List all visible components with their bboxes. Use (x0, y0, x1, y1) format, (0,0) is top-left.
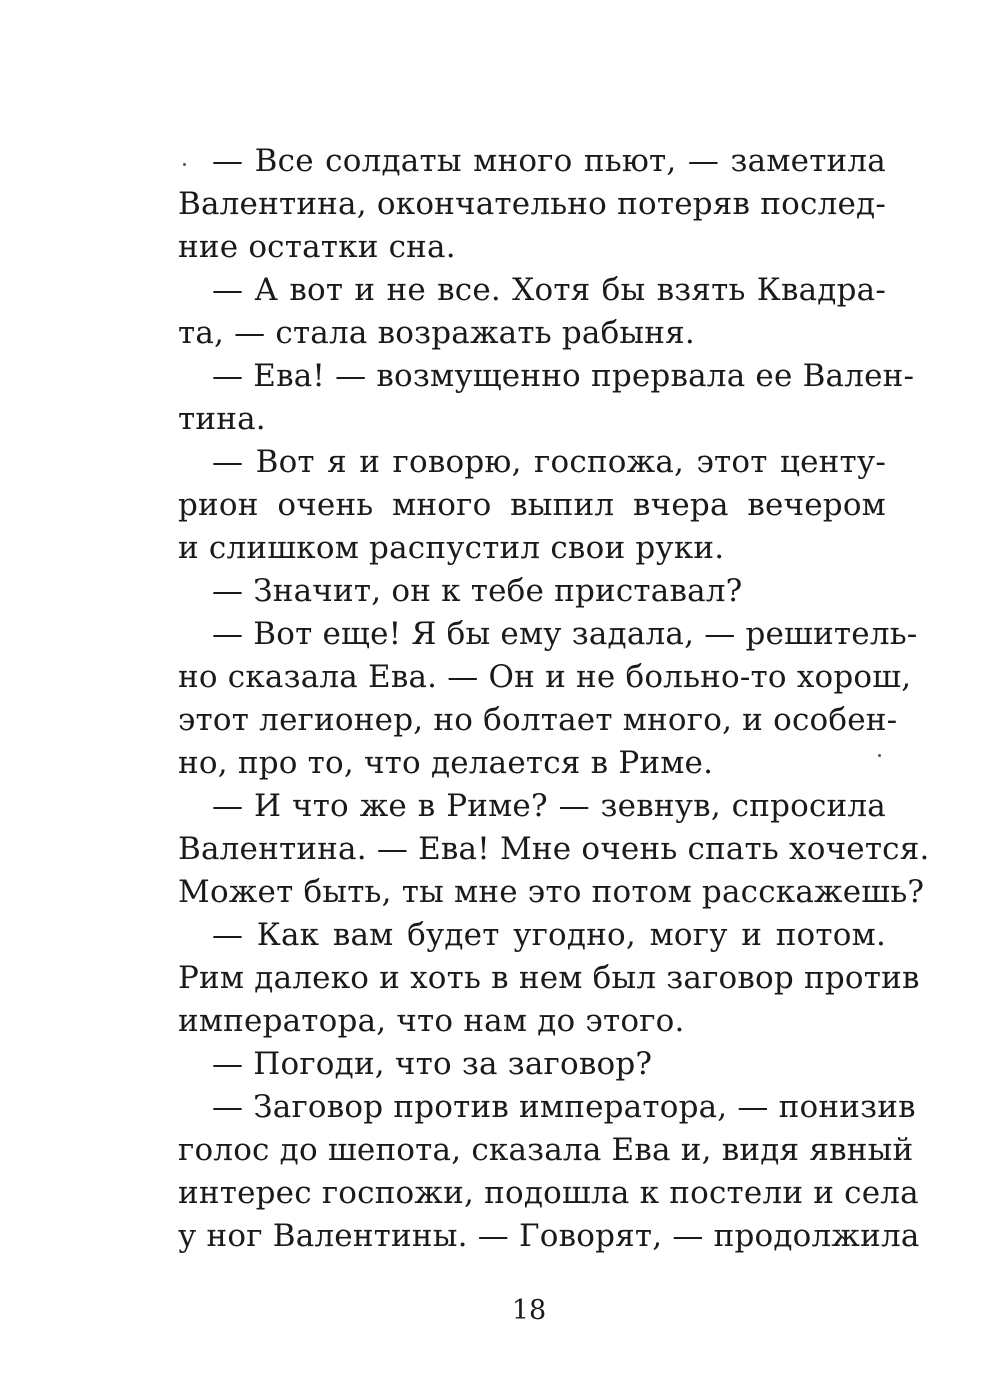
text-line: но, про то, что делается в Риме. (178, 745, 714, 781)
text-line: — Значит, он к тебе приставал? (212, 573, 743, 609)
text-line: — Ева! — возмущенно прервала ее Вален- (212, 358, 915, 394)
text-line: — А вот и не все. Хотя бы взять Квадра- (212, 272, 886, 308)
print-speck (183, 163, 186, 166)
text-line: — Заговор против императора, — понизив (212, 1089, 916, 1125)
text-line: интерес госпожи, подошла к постели и села (178, 1175, 919, 1211)
text-line: ние остатки сна. (178, 229, 456, 265)
text-line: Валентина. — Ева! Мне очень спать хочется. (178, 831, 930, 867)
text-line: — Погоди, что за заговор? (212, 1046, 653, 1082)
text-line: — И что же в Риме? — зевнув, спросила (212, 788, 886, 824)
text-line: — Вот еще! Я бы ему задала, — решитель- (212, 616, 918, 652)
text-line: но сказала Ева. — Он и не больно-то хорош, (178, 659, 912, 695)
text-line: Рим далеко и хоть в нем был заговор против (178, 960, 920, 996)
text-line: Может быть, ты мне это потом расскажешь? (178, 874, 925, 910)
text-line: Валентина, окончательно потеряв послед- (178, 186, 886, 222)
text-line: та, — стала возражать рабыня. (178, 315, 695, 351)
print-speck (878, 754, 881, 757)
text-line: — Вот я и говорю, госпожа, этот центу- (212, 444, 886, 480)
text-line: голос до шепота, сказала Ева и, видя явный (178, 1132, 914, 1168)
text-line: этот легионер, но болтает много, и особен- (178, 702, 898, 738)
body-text (178, 140, 930, 1258)
text-line: — Все солдаты много пьют, — заметила (212, 143, 886, 179)
text-line: у ног Валентины. — Говорят, — продолжила (178, 1218, 920, 1254)
page-number: 18 (511, 1295, 547, 1326)
text-line: императора, что нам до этого. (178, 1003, 685, 1039)
text-line: и слишком распустил свои руки. (178, 530, 725, 566)
text-line: рион очень много выпил вчера вечером (178, 487, 886, 523)
text-line: тина. (178, 401, 266, 437)
text-line: — Как вам будет угодно, могу и потом. (212, 917, 886, 953)
